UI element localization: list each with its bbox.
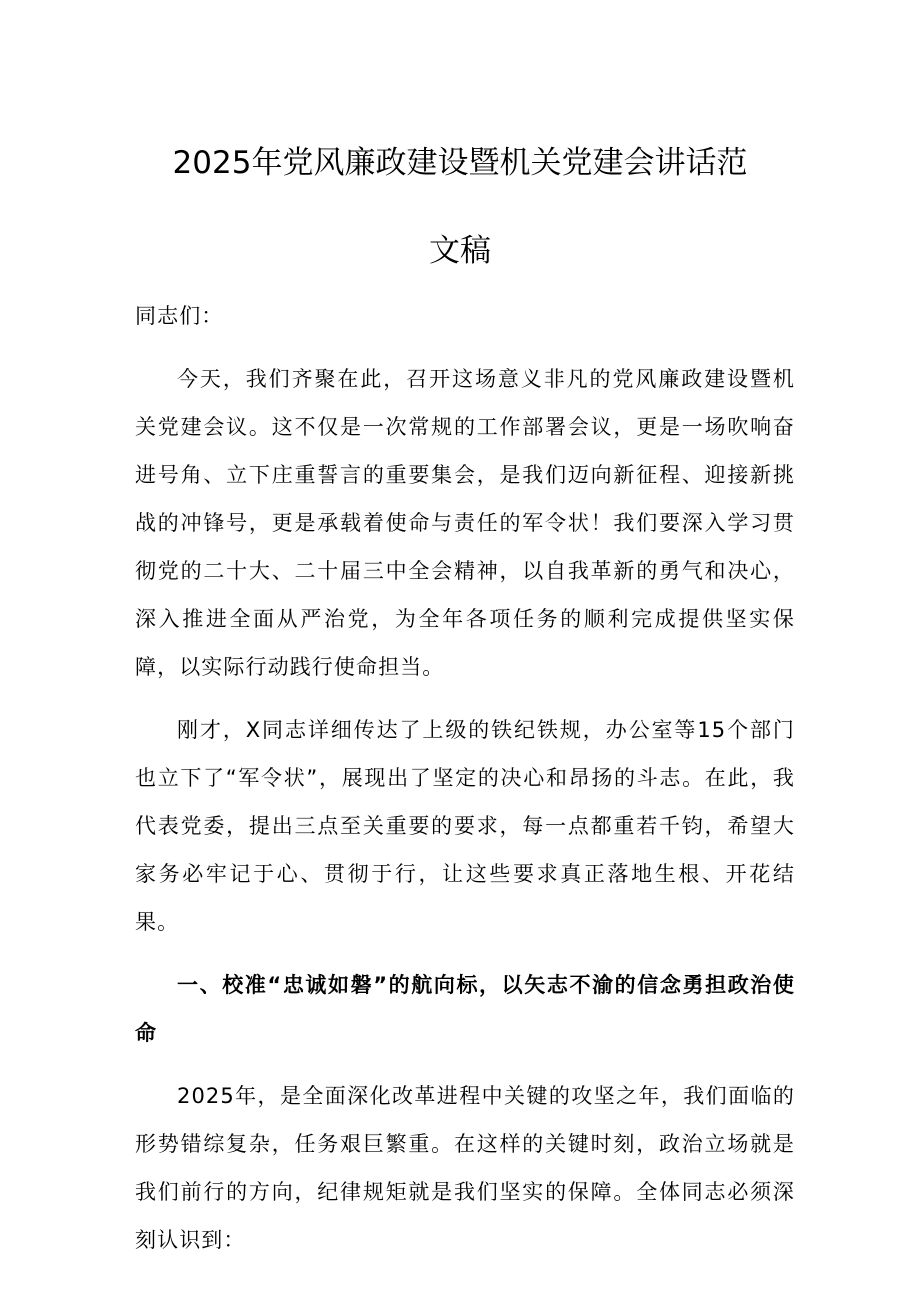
paragraph-opening: 今天，我们齐聚在此，召开这场意义非凡的党风廉政建设暨机关党建会议。这不仅是一次常规的工作部署会议，更是一场吹响奋进号角、立下庄重誓言的重要集会，是我们迈向新征程、迎接新挑战的冲锋号，更是承载着使命与责任的军令状！我们要深入学习贯彻党的二十大、二十届三中全会精神，以自我革新的勇气和决心，深入推进全面从严治党，为全年各项任务的顺利完成提供坚实保障，以实际行动践行使命担当。 [135, 367, 795, 679]
document-title-line-2: 文稿 [429, 233, 491, 269]
paragraph-section-1: 2025年，是全面深化改革进程中关键的攻坚之年，我们面临的形势错综复杂，任务艰巨繁重。在这样的关键时刻，政治立场就是我们前行的方向，纪律规矩就是我们坚实的保障。全体同志必须深刻认识到： [135, 1084, 795, 1252]
salutation: 同志们： [135, 304, 224, 328]
section-heading-1: 一、校准“忠诚如磐”的航向标，以矢志不渝的信念勇担政治使命 [135, 973, 795, 1045]
document-title-line-1: 2025年党风廉政建设暨机关党建会讲话范 [172, 145, 748, 181]
paragraph-requirements-intro: 刚才，X同志详细传达了上级的铁纪铁规，办公室等15个部门也立下了“军令状”，展现出了坚定的决心和昂扬的斗志。在此，我代表党委，提出三点至关重要的要求，每一点都重若千钧，希望大家务必牢记于心、贯彻于行，让这些要求真正落地生根、开花结果。 [135, 718, 795, 934]
document-body [135, 292, 795, 1264]
